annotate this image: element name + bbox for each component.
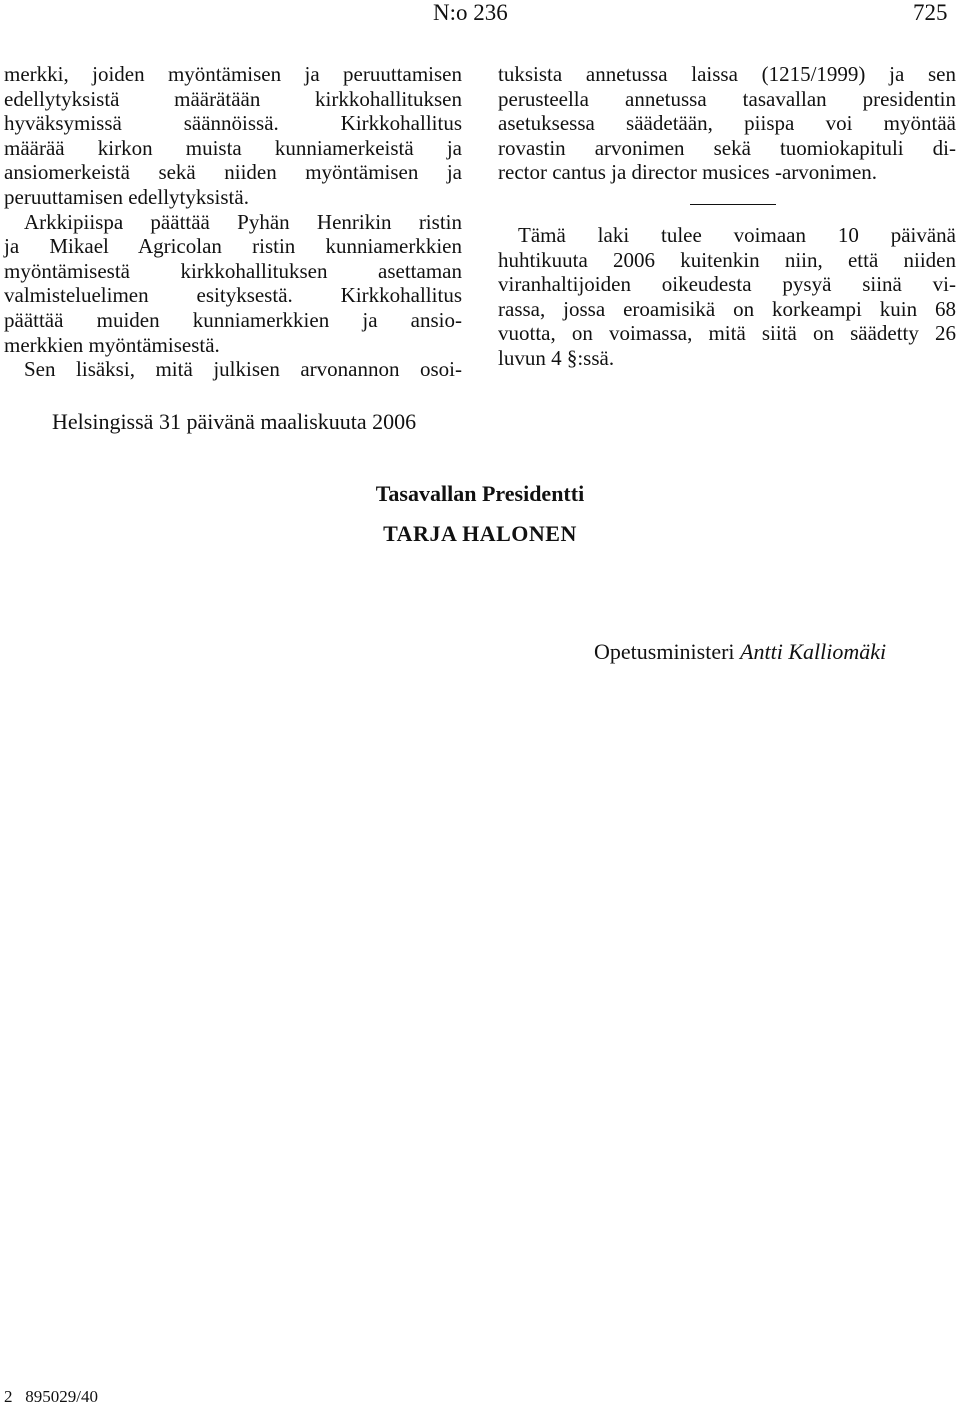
signatory-title: Tasavallan Presidentti — [375, 481, 585, 506]
text-line: Arkkipiispa päättää Pyhän Henrikin ristin — [24, 209, 462, 234]
minister-name: Antti Kalliomäki — [740, 639, 887, 664]
text-line: päättää muiden kunniamerkkien ja ansio- — [4, 307, 462, 332]
text-line: merkkien myöntämisestä. — [4, 332, 220, 357]
text-line: asetuksessa säädetään, piispa voi myöntää — [498, 111, 956, 136]
minister-title: Opetusministeri — [594, 639, 735, 664]
text-line: rovastin arvonimen sekä tuomiokapituli di- — [498, 135, 956, 160]
text-line: ja Mikael Agricolan ristin kunniamerkkien — [4, 234, 462, 259]
text-line: tuksista annetussa laissa (1215/1999) ja sen — [498, 62, 956, 86]
text-line: määrää kirkon muista kunniamerkeistä ja — [4, 135, 462, 160]
issue-number: N:o 236 — [433, 0, 508, 25]
text-line: edellytyksistä määrätään kirkkohallituksen — [4, 86, 462, 111]
text-line: vuotta, on voimassa, mitä siitä on säädetty 26 — [498, 321, 956, 346]
text-line: rassa, jossa eroamisikä on korkeampi kuin 68 — [498, 296, 956, 321]
text-line: luvun 4 §:ssä. — [498, 345, 615, 370]
left-text-column — [4, 62, 462, 382]
signatory-name: TARJA HALONEN — [383, 521, 577, 546]
text-line: ansiomerkeistä sekä niiden myöntämisen ja — [4, 160, 462, 185]
minister-signature — [594, 639, 886, 665]
text-line: viranhaltijoiden oikeudesta pysyä siinä vi- — [498, 272, 956, 297]
text-line: hyväksymissä säännöissä. Kirkkohallitus — [4, 111, 462, 136]
text-line: peruuttamisen edellytyksistä. — [4, 184, 249, 209]
text-line: Tämä laki tulee voimaan 10 päivänä — [518, 222, 956, 247]
section-divider — [690, 204, 776, 205]
text-line: myöntämisestä kirkkohallituksen asettaman — [4, 258, 462, 283]
date-line: Helsingissä 31 päivänä maaliskuuta 2006 — [52, 409, 417, 434]
text-line: rector cantus ja director musices -arvonimen. — [498, 160, 878, 185]
text-line: huhtikuuta 2006 kuitenkin niin, että niiden — [498, 247, 956, 272]
text-line: perusteella annetussa tasavallan presidentin — [498, 86, 956, 111]
text-line: merkki, joiden myöntämisen ja peruuttamisen — [4, 62, 462, 86]
print-code: 2 895029/40 — [4, 1387, 98, 1406]
text-line: Sen lisäksi, mitä julkisen arvonannon osoi- — [24, 357, 462, 382]
text-line: valmisteluelimen esityksestä. Kirkkohallitus — [4, 283, 462, 308]
page-number: 725 — [913, 0, 948, 25]
right-text-column — [498, 62, 956, 371]
